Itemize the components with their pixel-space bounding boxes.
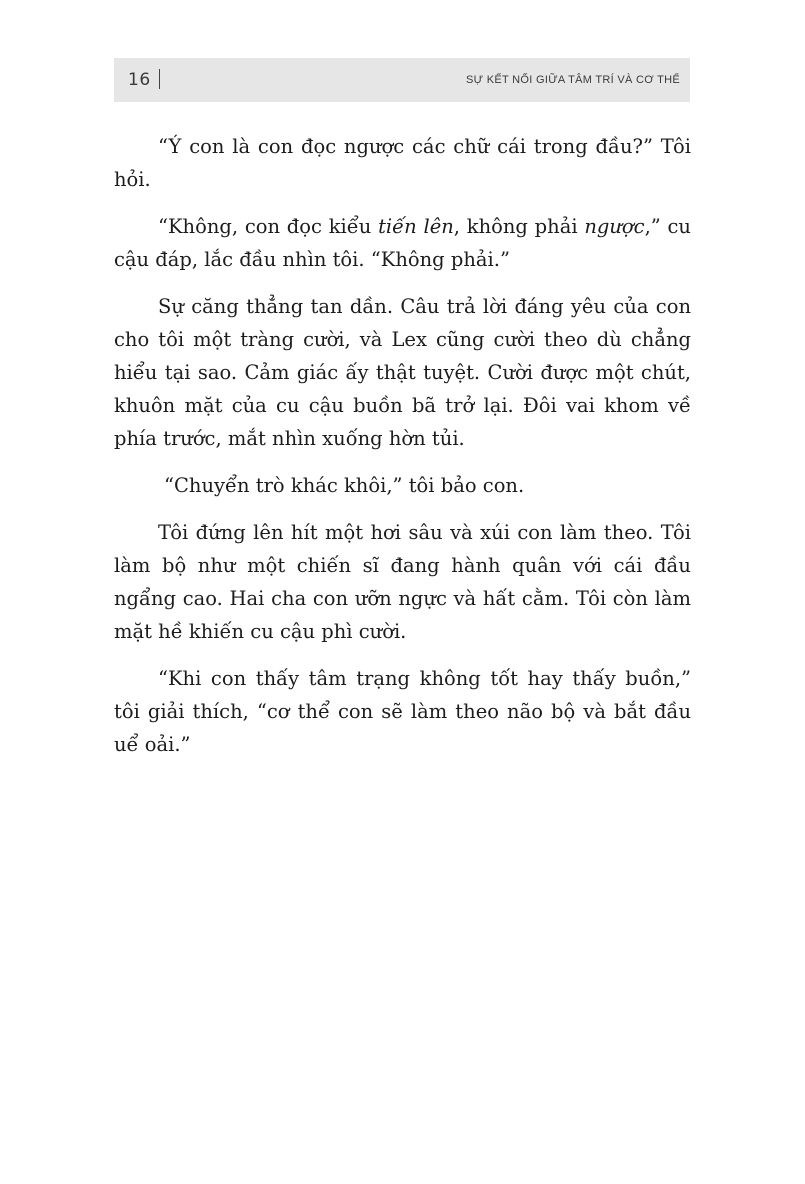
paragraph-2-emphasis-1: tiến lên [378, 215, 454, 238]
page-header [114, 58, 690, 102]
paragraph-2-part-3: ,” cu cậu đáp, lắc đầu nhìn tôi. “Không phải.” [114, 215, 691, 271]
page-number: 16 [128, 70, 151, 90]
paragraph-2 [114, 210, 691, 276]
paragraph-6: “Khi con thấy tâm trạng không tốt hay thấy buồn,” tôi giải thích, “cơ thể con sẽ làm theo não bộ và bắt đầu uể oải.” [114, 667, 691, 756]
paragraph-5: Tôi đứng lên hít một hơi sâu và xúi con làm theo. Tôi làm bộ như một chiến sĩ đang hành quân với cái đầu ngẩng cao. Hai cha con ưỡn ngực và hất cằm. Tôi còn làm mặt hề khiến cu cậu phì cười. [114, 521, 691, 643]
paragraph-3: Sự căng thẳng tan dần. Câu trả lời đáng yêu của con cho tôi một tràng cười, và Lex cũng cười theo dù chẳng hiểu tại sao. Cảm giác ấy thật tuyệt. Cười được một chút, khuôn mặt của cu cậu buồn bã trở lại. Đôi vai khom về phía trước, mắt nhìn xuống hờn tủi. [114, 295, 691, 450]
body-text [114, 130, 691, 775]
paragraph-2-emphasis-2: ngược [584, 215, 645, 238]
running-title: SỰ KẾT NỐI GIỮA TÂM TRÍ VÀ CƠ THỂ [466, 74, 680, 86]
header-divider [159, 69, 160, 89]
paragraph-4: “Chuyển trò khác khôi,” tôi bảo con. [164, 474, 525, 497]
paragraph-1: “Ý con là con đọc ngược các chữ cái trong đầu?” Tôi hỏi. [114, 135, 691, 191]
paragraph-2-part-2: , không phải [453, 215, 585, 238]
paragraph-2-part-1: “Không, con đọc kiểu [158, 215, 379, 238]
